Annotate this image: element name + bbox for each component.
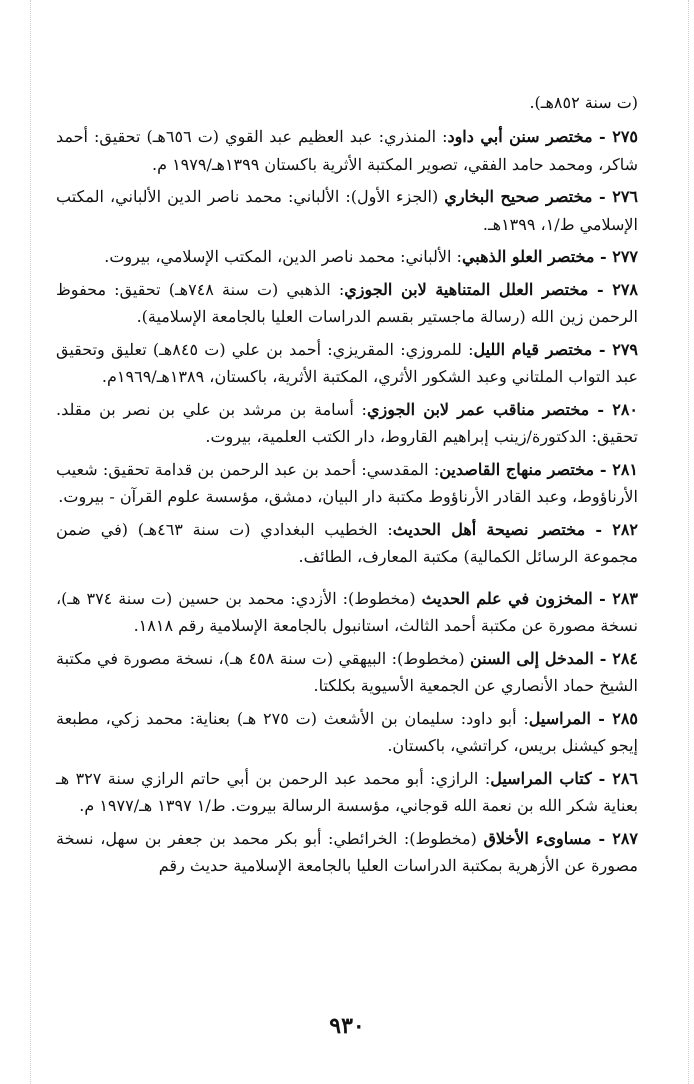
entry-details: : أسامة بن مرشد بن علي بن نصر بن مقلد. تحقيق: الدكتورة/زينب إبراهيم القاروط، دار الكتب العلمية، بيروت.	[56, 399, 638, 446]
entry-dash: -	[588, 279, 613, 299]
bibliography-entry	[56, 456, 638, 511]
entry-number: ٢٨٥	[612, 708, 639, 728]
entry-dash: -	[594, 247, 613, 266]
entry-title: مختصر مناقب عمر لابن الجوزي	[366, 399, 590, 419]
bibliography-list	[56, 123, 638, 880]
entry-title: المدخل إلى السنن	[469, 648, 594, 668]
entry-dash: -	[591, 828, 613, 848]
entry-title: المخزون في علم الحديث	[421, 588, 593, 608]
entry-number: ٢٨٧	[612, 828, 639, 848]
entry-title: مختصر العلل المتناهية لابن الجوزي	[344, 279, 589, 299]
entry-details: : الألباني: محمد ناصر الدين، المكتب الإسلامي، بيروت.	[104, 247, 462, 266]
entry-title: مختصر قيام الليل	[473, 339, 593, 359]
bibliography-entry	[56, 396, 638, 451]
entry-dash: -	[589, 399, 613, 419]
entry-title: كتاب المراسيل	[490, 768, 592, 788]
entry-dash: -	[590, 708, 613, 728]
bibliography-entry	[56, 123, 638, 178]
entry-details: (مخطوط): الخرائطي: أبو بكر محمد بن جعفر بن سهل، نسخة مصورة عن الأزهرية بمكتبة الدراسات العليا بالجامعة الإسلامية حديث رقم	[56, 828, 638, 875]
bibliography-entry	[56, 183, 638, 238]
entry-dash: -	[594, 459, 613, 479]
entry-number: ٢٨٦	[612, 768, 639, 788]
bibliography-entry	[56, 585, 638, 640]
entry-title: مختصر سنن أبي داود	[447, 127, 593, 146]
entry-dash: -	[585, 519, 613, 539]
bibliography-entry	[56, 336, 638, 391]
entry-dash: -	[593, 648, 613, 668]
entry-dash: -	[592, 127, 613, 146]
entry-dash: -	[592, 187, 613, 206]
bibliography-entry	[56, 765, 638, 820]
entry-number: ٢٨٠	[612, 399, 639, 419]
entry-title: مختصر نصيحة أهل الحديث	[392, 519, 586, 539]
entry-title: مختصر صحيح البخاري	[444, 187, 593, 206]
entry-number: ٢٧٧	[612, 247, 638, 266]
entry-details: : الخطيب البغدادي (ت سنة ٤٦٣هـ) (في ضمن مجموعة الرسائل الكمالية) مكتبة المعارف، الطائف.	[56, 519, 638, 566]
entry-details: : الذهبي (ت سنة ٧٤٨هـ) تحقيق: محفوظ الرحمن زين الله (رسالة ماجستير بقسم الدراسات العليا بالجامعة الإسلامية).	[56, 279, 638, 326]
entry-title: مختصر العلو الذهبي	[461, 247, 595, 266]
entry-number: ٢٨٢	[612, 519, 639, 539]
entry-title: مختصر منهاج القاصدين	[439, 459, 595, 479]
continuation-line: (ت سنة ٨٥٢هـ).	[529, 93, 638, 112]
entry-dash: -	[592, 588, 613, 608]
bibliography-entry	[56, 645, 638, 700]
entry-details: (الجزء الأول): الألباني: محمد ناصر الدين الألباني، المكتب الإسلامي ط/١، ١٣٩٩هـ.	[56, 187, 638, 234]
entry-title: المراسيل	[528, 708, 591, 728]
entry-details: : أبو داود: سليمان بن الأشعث (ت ٢٧٥ هـ) بعناية: محمد زكي، مطبعة إيجو كيشنل بريس، كراتشي، باكستان.	[56, 708, 638, 755]
bibliography-entry	[56, 276, 638, 331]
entry-dash: -	[591, 768, 613, 788]
bibliography-entry	[56, 705, 638, 760]
entry-title: مساوىء الأخلاق	[483, 828, 592, 848]
entry-details: : المنذري: عبد العظيم عبد القوي (ت ٦٥٦هـ) تحقيق: أحمد شاكر، ومحمد حامد الفقي، تصوير المكتبة الأثرية باكستان ١٣٩٩هـ/١٩٧٩ م.	[56, 127, 638, 174]
page-number: ٩٣٠	[329, 1013, 365, 1039]
entry-details: (مخطوط): الأزدي: محمد بن حسين (ت سنة ٣٧٤ هـ)، نسخة مصورة عن مكتبة أحمد الثالث، استانبول بالجامعة الإسلامية رقم ١٨١٨.	[56, 588, 638, 635]
entry-number: ٢٧٨	[612, 279, 639, 299]
entry-dash: -	[592, 339, 613, 359]
bibliography-entry	[56, 516, 638, 571]
entry-details: : للمروزي: المقريزي: أحمد بن علي (ت ٨٤٥هـ) تعليق وتحقيق عبد التواب الملتاني وعبد الشكور الأثري، المكتبة الأثرية، باكستان، ١٣٨٩هـ/١٩٦٩م.	[56, 339, 638, 386]
bibliography-entry	[56, 825, 638, 880]
entry-number: ٢٧٩	[612, 339, 639, 359]
page-edge-marks	[30, 0, 32, 1084]
entry-number: ٢٨٤	[612, 648, 638, 668]
entry-number: ٢٨٣	[612, 588, 639, 608]
entry-number: ٢٧٥	[612, 127, 638, 146]
entry-number: ٢٧٦	[612, 187, 639, 206]
entry-details: : المقدسي: أحمد بن عبد الرحمن بن قدامة تحقيق: شعيب الأرناؤوط، وعبد القادر الأرناؤوط مكتبة دار البيان، دمشق، مؤسسة علوم القرآن - بيروت.	[56, 459, 638, 506]
entry-number: ٢٨١	[612, 459, 639, 479]
page-edge-marks	[688, 0, 690, 1084]
entry-details: (مخطوط): البيهقي (ت سنة ٤٥٨ هـ)، نسخة مصورة في مكتبة الشيخ حماد الأنصاري عن الجمعية الأسيوية بكلكتا.	[56, 648, 638, 695]
entry-details: : الرازي: أبو محمد عبد الرحمن بن أبي حاتم الرازي سنة ٣٢٧ هـ بعناية شكر الله بن نعمة الله قوجاني، مؤسسة الرسالة بيروت. ط/١ ١٣٩٧ هـ/١٩٧٧ م.	[56, 768, 638, 815]
bibliography-entry	[56, 243, 638, 271]
